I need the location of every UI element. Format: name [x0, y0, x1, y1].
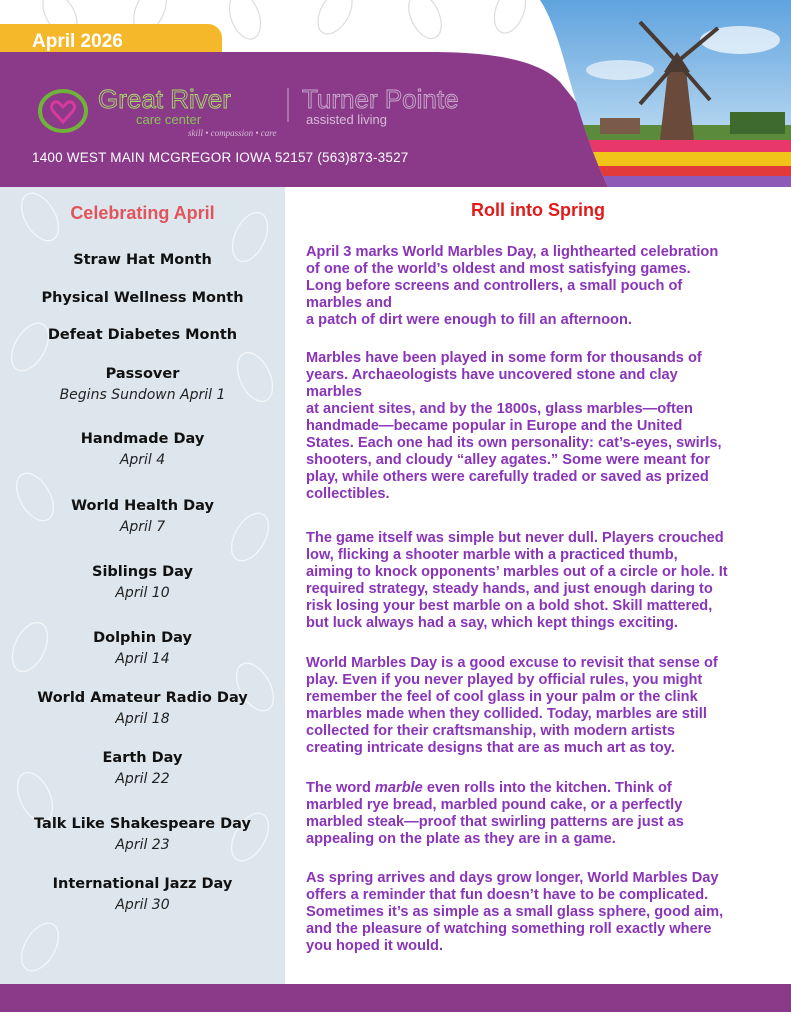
- event-item: [0, 364, 285, 406]
- event-name: International Jazz Day: [52, 876, 233, 892]
- event-item: [0, 688, 285, 730]
- brand-right-name: Turner Pointe: [302, 84, 459, 114]
- event-item: [0, 562, 285, 604]
- event-name: Handmade Day: [80, 431, 205, 447]
- article-paragraph: April 3 marks World Marbles Day, a lighthearted celebration of one of the world’s oldest and most satisfying games. Long before screens and controllers, a small pouch of marbles and a patch of dirt were enough to fill an afternoon.: [306, 244, 719, 328]
- article-title: Roll into Spring: [471, 200, 605, 220]
- facility-address: 1400 WEST MAIN MCGREGOR IOWA 52157 (563)873-3527: [32, 150, 409, 165]
- brand-tagline: skill • compassion • care: [188, 128, 277, 138]
- article-emphasis: marble: [374, 780, 423, 796]
- event-item: [0, 814, 285, 856]
- issue-date: April 2026: [32, 31, 123, 52]
- event-item: [0, 628, 285, 670]
- article-paragraph: As spring arrives and days grow longer, World Marbles Day offers a reminder that fun doesn’t have to be complicated. Sometimes it’s as simple as a small glass sphere, good aim, and the pleasure of watching something roll exactly where you hoped it would.: [306, 870, 724, 954]
- event-name: Straw Hat Month: [73, 252, 212, 268]
- brand-left-name: Great River: [98, 84, 231, 114]
- article-paragraph: World Marbles Day is a good excuse to revisit that sense of play. Even if you never played by official rules, you might remember the feel of cool glass in your palm or the clink marbles made when they collided. Today, marbles are still collected for their craftsmanship, with modern artists creating intricate designs that are as much art as toy.: [306, 655, 718, 756]
- brand-left-sub: care center: [136, 112, 202, 127]
- event-date: Begins Sundown April 1: [59, 387, 226, 403]
- event-date: April 4: [119, 452, 166, 468]
- sidebar-title: Celebrating April: [70, 203, 215, 223]
- event-name: World Health Day: [71, 498, 214, 514]
- event-date: April 22: [115, 771, 170, 787]
- event-date: April 18: [115, 711, 170, 727]
- event-item: [0, 874, 285, 916]
- article-paragraph: Marbles have been played in some form for thousands of years. Archaeologists have uncovered stone and clay marbles at ancient sites, and by the 1800s, glass marbles—often handmade—became popular in Europe and the United States. Each one had its own personality: cat’s-eyes, swirls, shooters, and cloudy “alley agates.” Some were meant for play, while others were carefully traded or saved as prized collectibles.: [306, 350, 722, 502]
- event-date: April 14: [115, 651, 170, 667]
- event-name: Talk Like Shakespeare Day: [34, 816, 251, 832]
- footer-band: [0, 984, 791, 1012]
- article-paragraph: [306, 780, 774, 848]
- article-paragraph: The game itself was simple but never dull. Players crouched low, flicking a shooter marble with a practiced thumb, aiming to knock opponents’ marbles out of a circle or hole. It required strategy, steady hands, and just enough daring to risk losing your best marble on a bold shot. Skill mattered, but luck always had a say, which kept things exciting.: [306, 530, 728, 631]
- event-item: [0, 288, 285, 308]
- windmill-photo: [540, 0, 791, 187]
- event-item: [0, 325, 285, 345]
- article-text: even rolls into the kitchen. Think of marbled rye bread, marbled pound cake, or a perfectly marbled steak—proof that swirling patterns are just as appealing on the plate as they are in a game.: [306, 780, 684, 847]
- event-name: Earth Day: [102, 750, 183, 766]
- event-name: World Amateur Radio Day: [37, 690, 248, 706]
- article-text: The word: [306, 780, 375, 796]
- event-name: Physical Wellness Month: [41, 290, 244, 306]
- event-date: April 23: [115, 837, 170, 853]
- event-item: [0, 748, 285, 790]
- brand-right-sub: assisted living: [306, 112, 387, 127]
- event-date: April 30: [115, 897, 170, 913]
- event-name: Passover: [105, 366, 180, 382]
- event-item: [0, 429, 285, 471]
- event-item: [0, 250, 285, 270]
- facility-logo: [36, 84, 486, 140]
- event-name: Siblings Day: [92, 564, 193, 580]
- event-date: April 7: [119, 519, 166, 535]
- event-date: April 10: [115, 585, 170, 601]
- event-name: Dolphin Day: [93, 630, 192, 646]
- heart-logo-icon: [40, 91, 86, 131]
- event-item: [0, 496, 285, 538]
- event-name: Defeat Diabetes Month: [47, 327, 238, 343]
